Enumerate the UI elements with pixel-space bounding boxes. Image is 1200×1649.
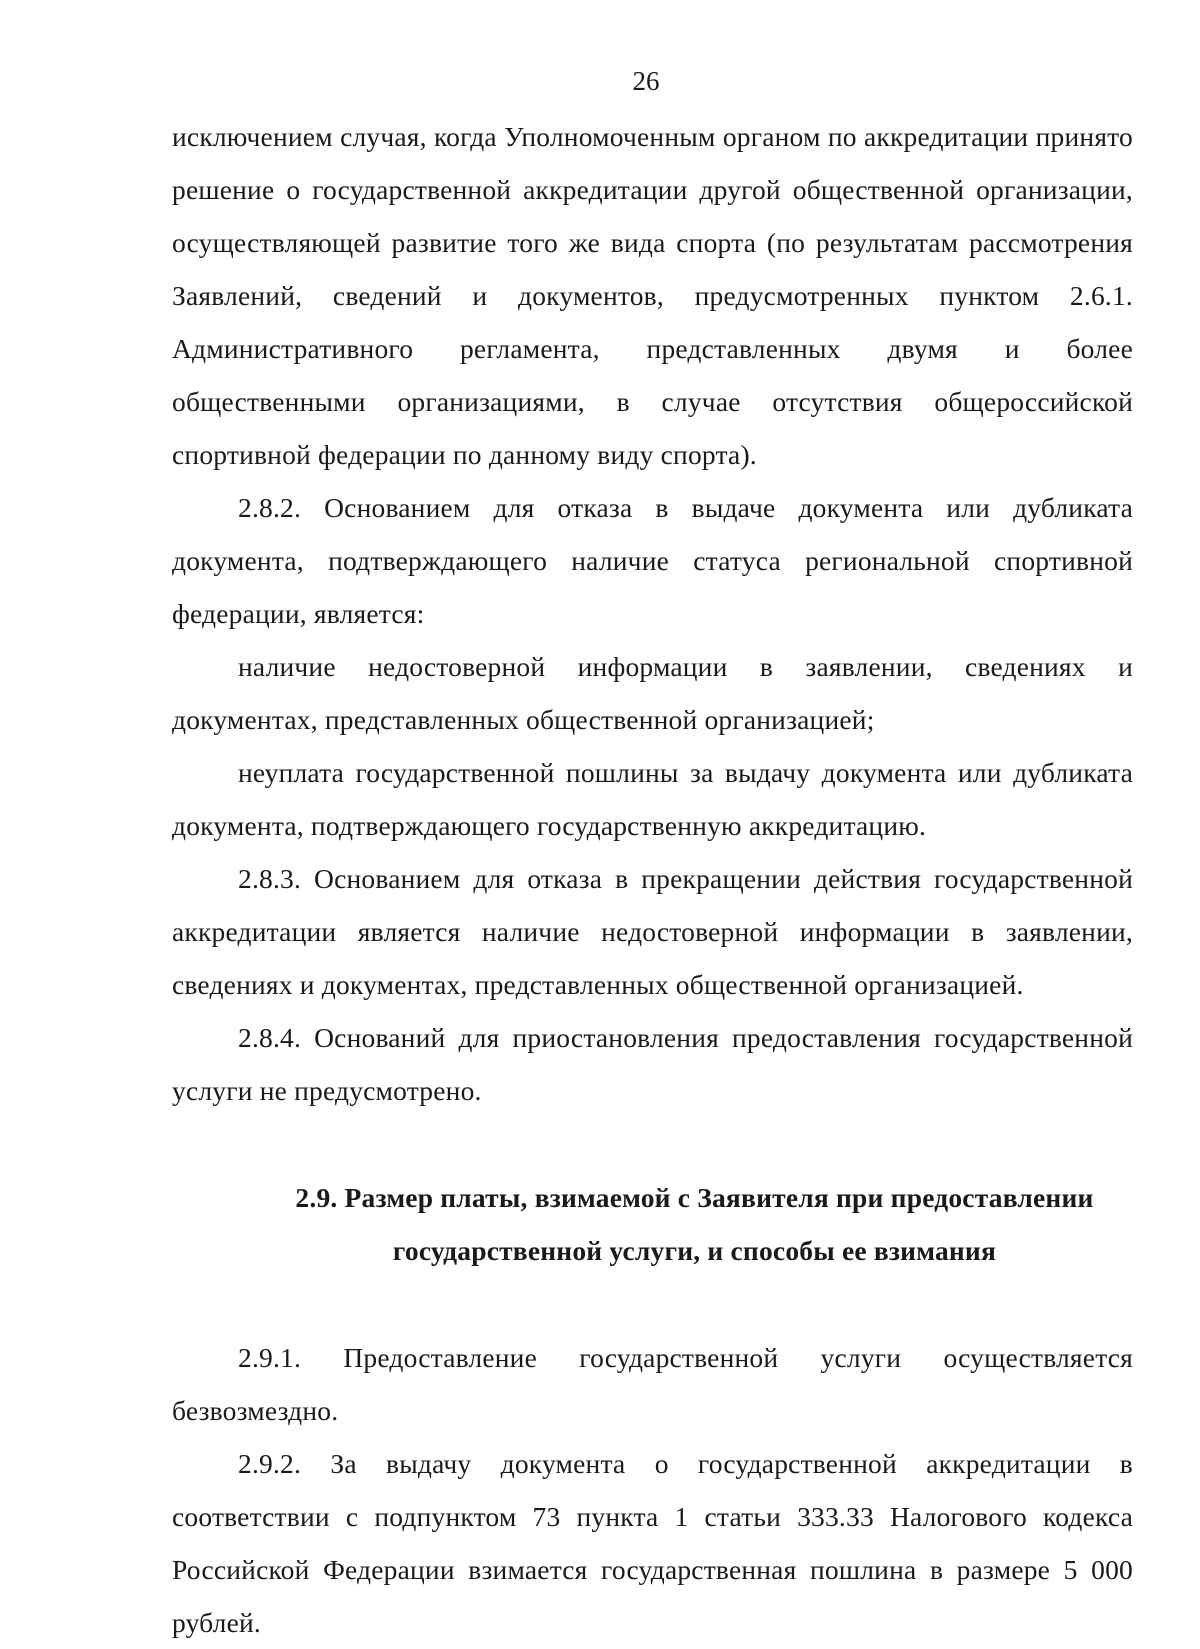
paragraph-2-9-2: 2.9.2. За выдачу документа о государственной аккредитации в соответствии с подпунктом 73 пункта 1 статьи 333.33 Налогового кодекса Российской Федерации взимается государственная пошлина в размере 5 000 рублей. [172,1448,1133,1638]
section-heading-line-1: 2.9. Размер платы, взимаемой с Заявителя при предоставлении [295,1182,1094,1213]
page-number: 26 [632,66,660,96]
paragraph-2-8-2-item-1: наличие недостоверной информации в заявлении, сведениях и документах, представленных общественной организацией; [172,651,1133,735]
paragraph-2-8-2: 2.8.2. Основанием для отказа в выдаче документа или дубликата документа, подтверждающего наличие статуса региональной спортивной федерации, является: [172,492,1133,629]
paragraph-2-8-2-item-2: неуплата государственной пошлины за выдачу документа или дубликата документа, подтверждающего государственную аккредитацию. [172,757,1133,841]
paragraph-2-8-4: 2.8.4. Оснований для приостановления предоставления государственной услуги не предусмотрено. [172,1022,1133,1106]
paragraph-2-8-3: 2.8.3. Основанием для отказа в прекращении действия государственной аккредитации является наличие недостоверной информации в заявлении, сведениях и документах, представленных общественной организацией. [172,863,1133,1000]
section-heading-2-9 [172,1171,1133,1277]
paragraph-continuation: исключением случая, когда Уполномоченным органом по аккредитации принято решение о государственной аккредитации другой общественной организации, осуществляющей развитие того же вида спорта (по результатам рассмотрения Заявлений, сведений и документов, предусмотренных пунктом 2.6.1. Административного регламента, представленных двумя и более общественными организациями, в случае отсутствия общероссийской спортивной федерации по данному виду спорта). [172,121,1133,470]
section-heading-line-2: государственной услуги, и способы ее взимания [392,1235,997,1266]
paragraph-2-9-1: 2.9.1. Предоставление государственной услуги осуществляется безвозмездно. [172,1342,1133,1426]
document-body [172,110,1133,1649]
